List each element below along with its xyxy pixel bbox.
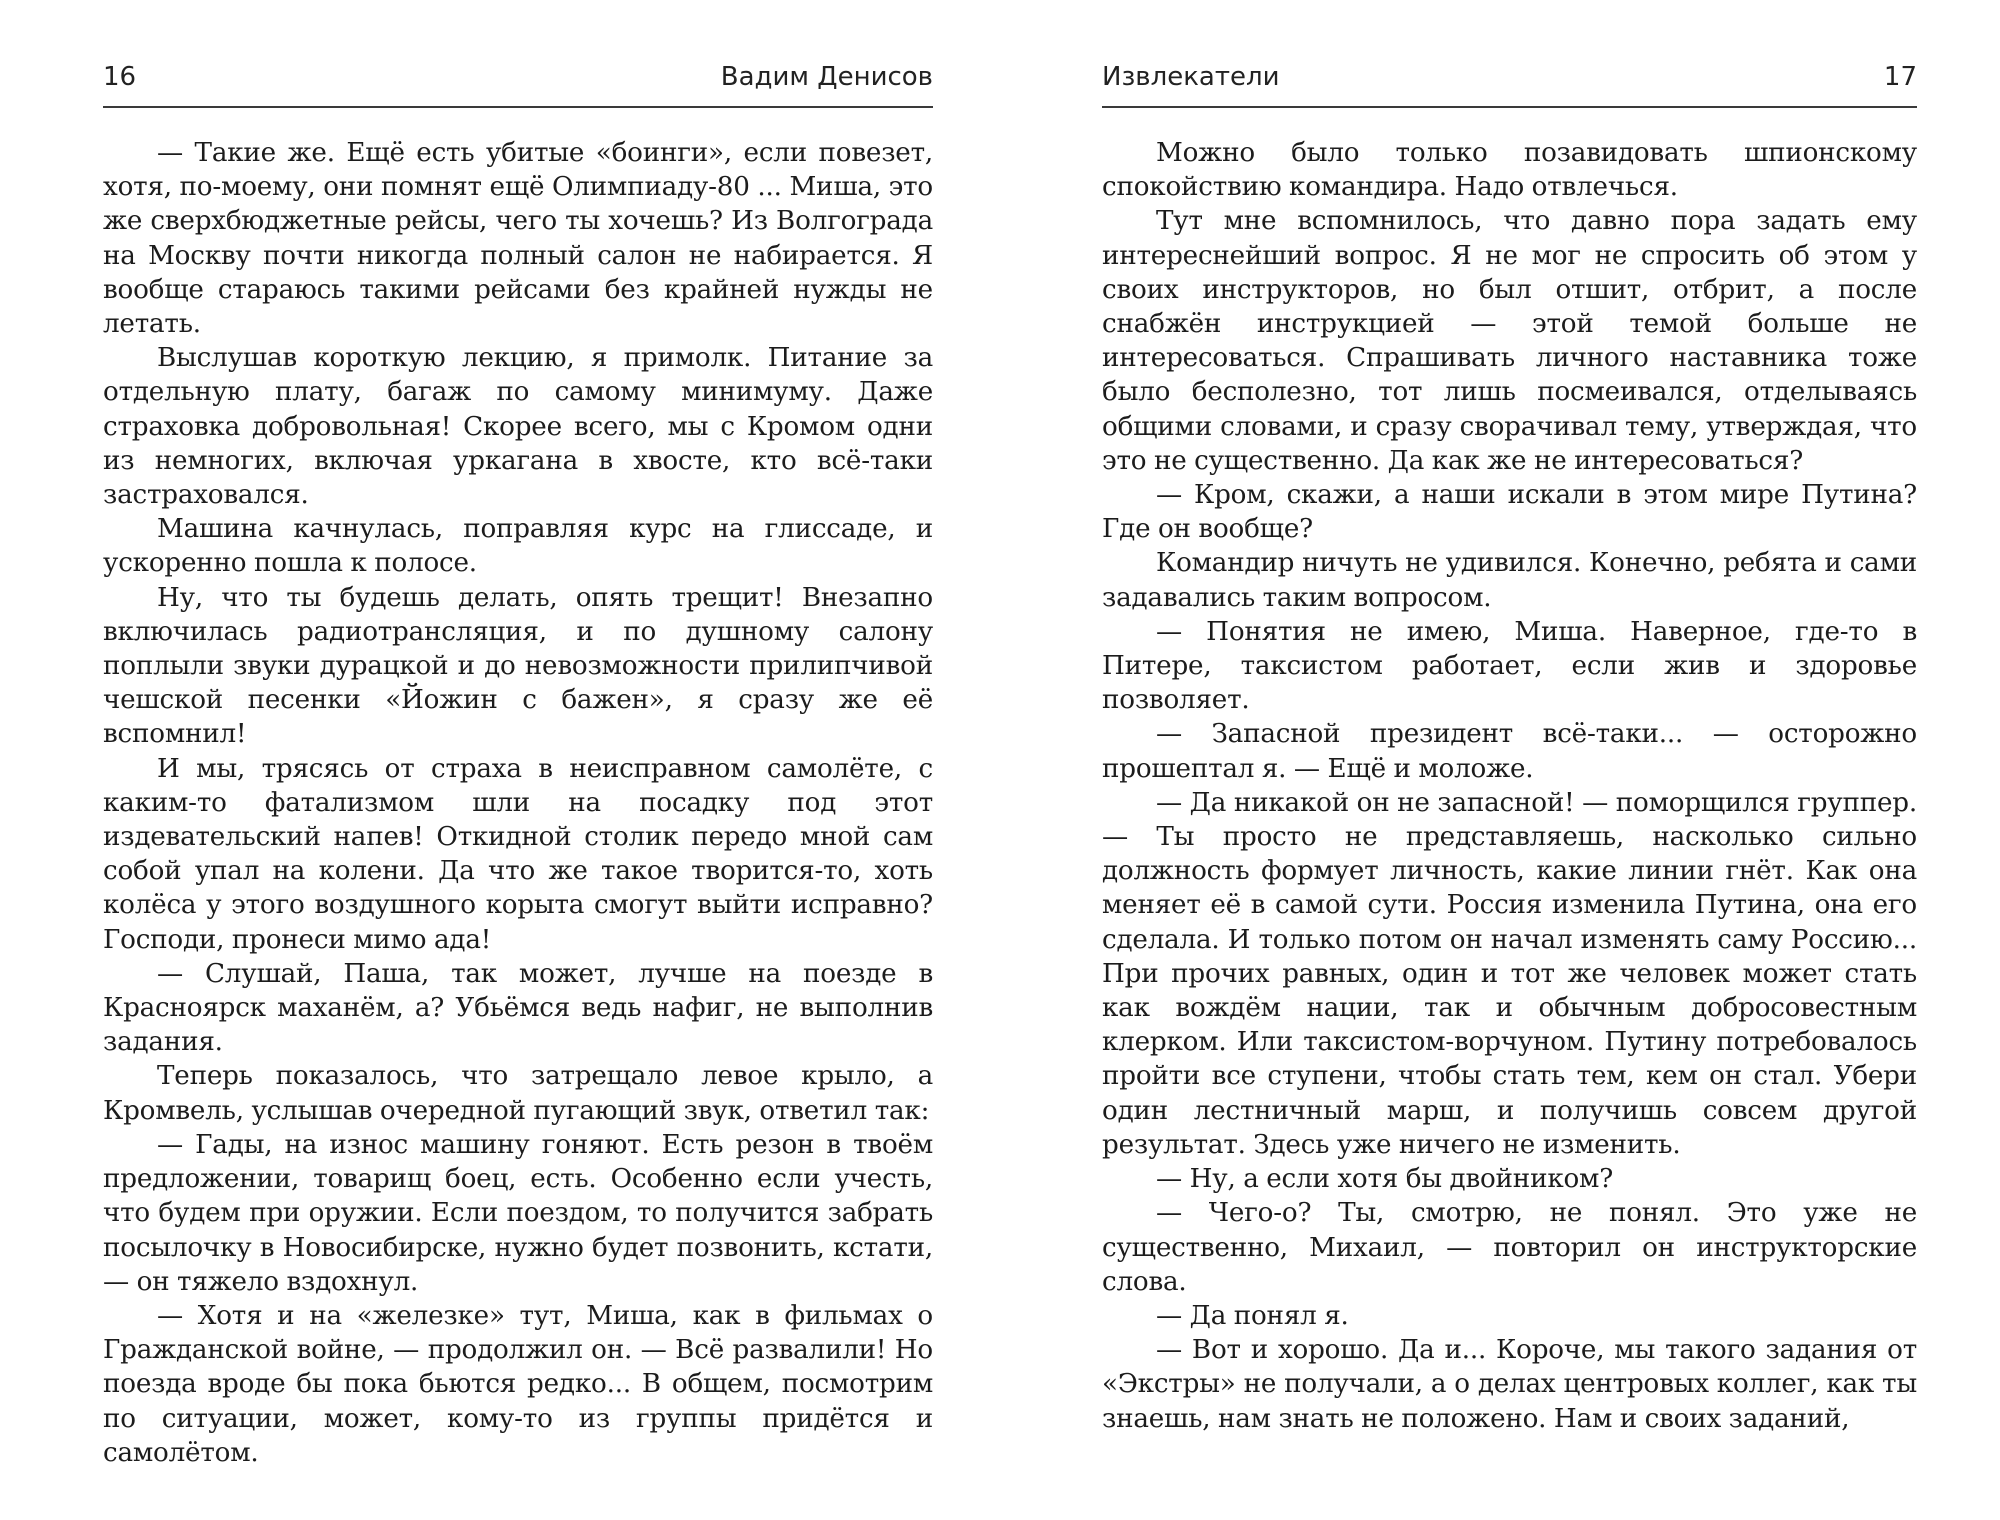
paragraph: Можно было только позавидовать шпионскому спокойствию командира. Надо отвлечься. xyxy=(1102,138,1917,203)
paragraph: — Такие же. Ещё есть убитые «боинги», если повезет, хотя, по-моему, они помнят ещё Олимпиаду-80 ... Миша, это же сверхбюджетные рейсы, чего ты хочешь? Из Волгограда на Москву почти никогда полный салон не набирается. Я вообще стараюсь такими рейсами без крайней нужды не летать. xyxy=(103,138,933,340)
paragraph: — Кром, скажи, а наши искали в этом мире Путина? Где он вообще? xyxy=(1102,480,1917,545)
paragraph: — Гады, на износ машину гоняют. Есть резон в твоём предложении, товарищ боец, есть. Особенно если учесть, что будем при оружии. Если поездом, то получится забрать посылочку в Новосибирске, нужно будет позвонить, кстати, — он тяжело вздохнул. xyxy=(103,1129,933,1297)
paragraph: Ну, что ты будешь делать, опять трещит! Внезапно включилась радиотрансляция, и по душному салону поплыли звуки дурацкой и до невозможности прилипчивой чешской песенки «Йожин с бажен», я сразу же её вспомнил! xyxy=(103,582,933,750)
right-page-number: 17 xyxy=(1883,62,1917,92)
paragraph: — Да никакой он не запасной! — поморщился группер. — Ты просто не представляешь, насколько сильно должность формует личность, какие линии гнёт. Как она меняет её в самой сути. Россия изменила Путина, она его сделала. И только потом он начал изменять саму Россию... При прочих равных, один и тот же человек может стать как вождём нации, так и обычным добросовестным клерком. Или таксистом-ворчуном. Путину потребовалось пройти все ступени, чтобы стать тем, кем он стал. Убери один лестничный марш, и получишь совсем другой результат. Здесь уже ничего не изменить. xyxy=(1102,787,1917,1160)
left-page-text xyxy=(103,136,933,1470)
paragraph: Машина качнулась, поправляя курс на глиссаде, и ускоренно пошла к полосе. xyxy=(103,514,933,579)
paragraph: — Чего-о? Ты, смотрю, не понял. Это уже не существенно, Михаил, — повторил он инструкторские слова. xyxy=(1102,1198,1917,1297)
right-running-head: Извлекатели xyxy=(1102,62,1280,92)
paragraph: Тут мне вспомнилось, что давно пора задать ему интереснейший вопрос. Я не мог не спросить об этом у своих инструкторов, но был отшит, отбрит, а после снабжён инструкцией — этой темой больше не интересоваться. Спрашивать личного наставника тоже было бесполезно, тот лишь посмеивался, отделываясь общими словами, и сразу сворачивал тему, утверждая, что это не существенно. Да как же не интересоваться? xyxy=(1102,206,1917,476)
right-page-header xyxy=(1102,62,1917,108)
left-running-head: Вадим Денисов xyxy=(720,62,933,92)
right-page xyxy=(1000,0,2000,1520)
paragraph: — Слушай, Паша, так может, лучше на поезде в Красноярск маханём, а? Убьёмся ведь нафиг, не выполнив задания. xyxy=(103,958,933,1058)
paragraph: Командир ничуть не удивился. Конечно, ребята и сами задавались таким вопросом. xyxy=(1102,548,1917,613)
paragraph: — Хотя и на «железке» тут, Миша, как в фильмах о Гражданской войне, — продолжил он. — Всё развалили! Но поезда вроде бы пока бьются редко... В общем, посмотрим по ситуации, может, кому-то из группы придётся и самолётом. xyxy=(103,1300,933,1468)
paragraph: И мы, трясясь от страха в неисправном самолёте, с каким-то фатализмом шли на посадку под этот издевательский напев! Откидной столик передо мной сам собой упал на колени. Да что же такое творится-то, хоть колёса у этого воздушного корыта смогут выйти исправно? Господи, пронеси мимо ада! xyxy=(103,753,933,955)
right-page-text xyxy=(1102,136,1917,1436)
paragraph: Теперь показалось, что затрещало левое крыло, а Кромвель, услышав очередной пугающий звук, ответил так: xyxy=(103,1061,933,1126)
paragraph: — Да понял я. xyxy=(1156,1300,1349,1331)
paragraph: Выслушав короткую лекцию, я примолк. Питание за отдельную плату, багаж по самому минимуму. Даже страховка добровольная! Скорее всего, мы с Кромом одни из немногих, включая уркагана в хвосте, кто всё-таки застраховался. xyxy=(103,343,933,511)
paragraph: — Понятия не имею, Миша. Наверное, где-то в Питере, таксистом работает, если жив и здоровье позволяет. xyxy=(1102,616,1917,716)
paragraph: — Запасной президент всё-таки... — осторожно прошептал я. — Ещё и моложе. xyxy=(1102,719,1917,784)
left-page-header xyxy=(103,62,933,108)
left-page-number: 16 xyxy=(103,62,137,92)
paragraph: — Вот и хорошо. Да и... Короче, мы такого задания от «Экстры» не получали, а о делах центровых коллег, как ты знаешь, нам знать не положено. Нам и своих заданий, xyxy=(1102,1335,1917,1434)
paragraph: — Ну, а если хотя бы двойником? xyxy=(1156,1164,1614,1195)
